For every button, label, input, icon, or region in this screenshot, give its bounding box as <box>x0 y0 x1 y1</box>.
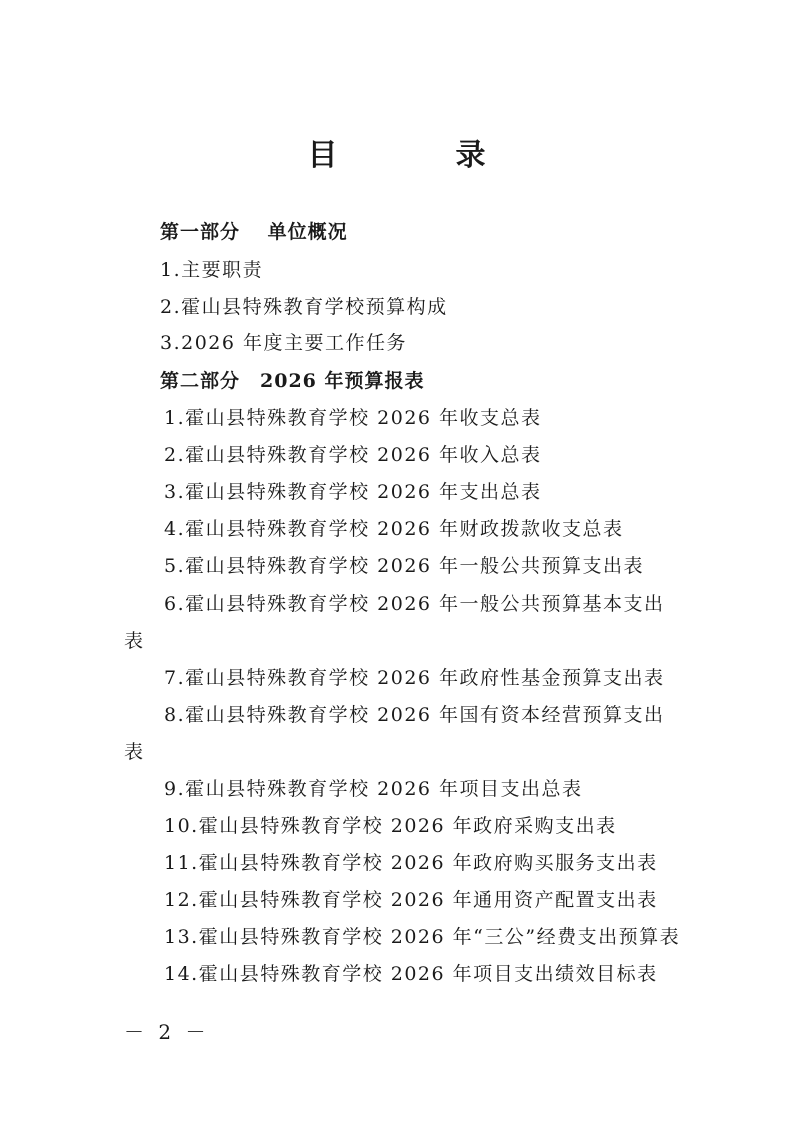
toc-item: 2.霍山县特殊教育学校预算构成 <box>160 296 448 318</box>
toc-item: 13.霍山县特殊教育学校 2026 年“三公”经费支出预算表 <box>164 926 681 948</box>
toc-item: 1.霍山县特殊教育学校 2026 年收支总表 <box>164 407 542 429</box>
toc-item: 1.主要职责 <box>160 259 264 281</box>
toc-item: 4.霍山县特殊教育学校 2026 年财政拨款收支总表 <box>164 518 624 540</box>
toc-item: 3.霍山县特殊教育学校 2026 年支出总表 <box>164 481 542 503</box>
toc-item: 3.2026 年度主要工作任务 <box>160 332 408 354</box>
toc-item: 9.霍山县特殊教育学校 2026 年项目支出总表 <box>164 778 583 800</box>
toc-item: 5.霍山县特殊教育学校 2026 年一般公共预算支出表 <box>164 555 645 577</box>
page-number: － 2 － <box>124 1020 210 1044</box>
toc-item: 10.霍山县特殊教育学校 2026 年政府采购支出表 <box>164 815 617 837</box>
toc-item-wrap: 表 <box>124 630 144 652</box>
toc-item: 6.霍山县特殊教育学校 2026 年一般公共预算基本支出 <box>164 593 665 615</box>
toc-item: 7.霍山县特殊教育学校 2026 年政府性基金预算支出表 <box>164 667 665 689</box>
toc-item: 12.霍山县特殊教育学校 2026 年通用资产配置支出表 <box>164 889 658 911</box>
toc-item: 8.霍山县特殊教育学校 2026 年国有资本经营预算支出 <box>164 704 665 726</box>
part2-heading: 第二部分 2026 年预算报表 <box>160 370 425 392</box>
toc-item: 14.霍山县特殊教育学校 2026 年项目支出绩效目标表 <box>164 963 658 985</box>
toc-item: 11.霍山县特殊教育学校 2026 年政府购买服务支出表 <box>164 852 658 874</box>
toc-item: 2.霍山县特殊教育学校 2026 年收入总表 <box>164 444 542 466</box>
toc-item-wrap: 表 <box>124 741 144 763</box>
toc-title: 目 录 <box>307 138 530 173</box>
part1-heading: 第一部分 单位概况 <box>160 221 348 243</box>
